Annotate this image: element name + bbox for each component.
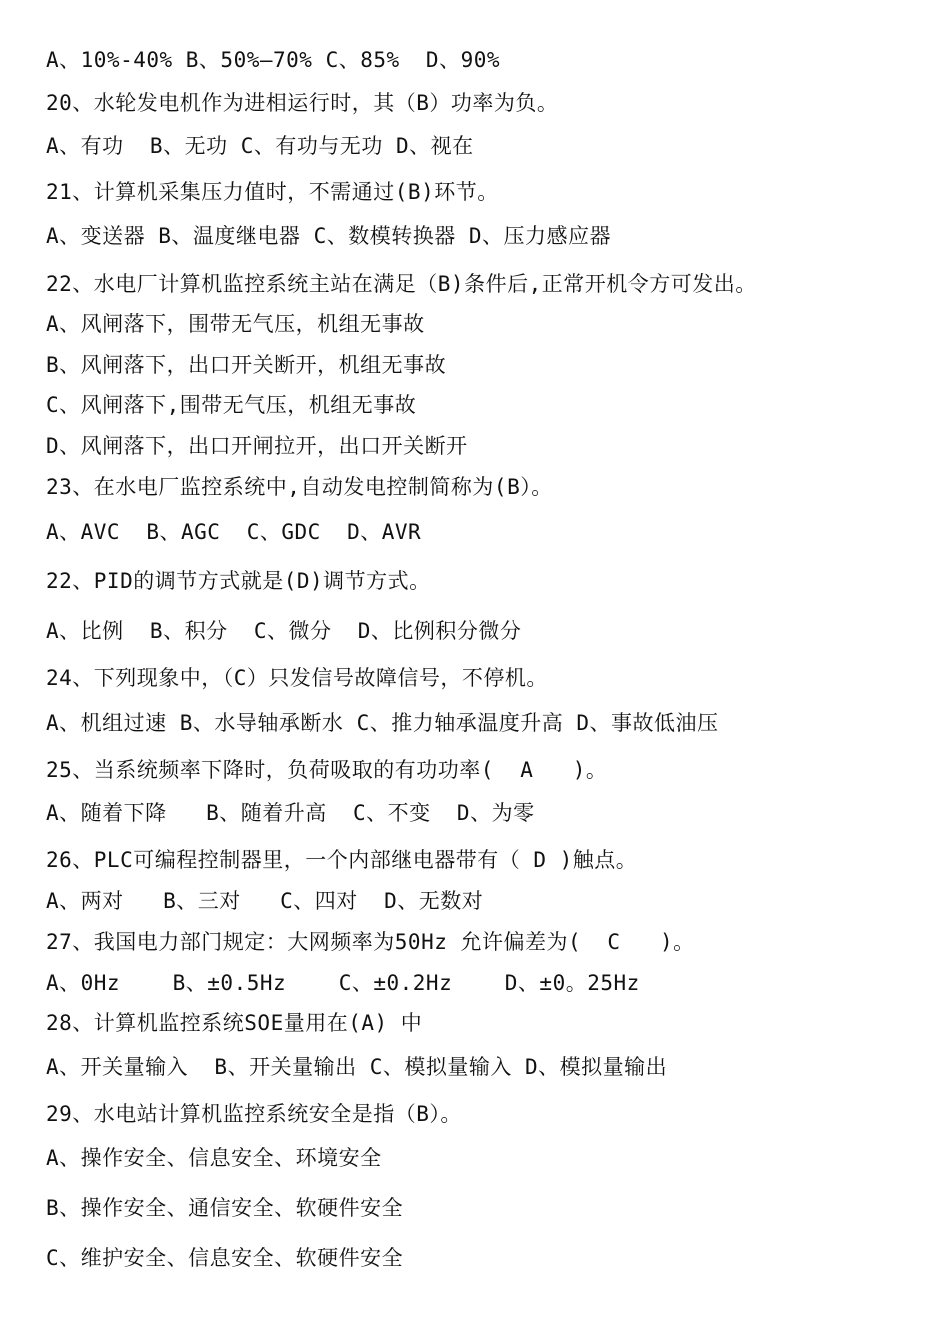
option-29-c: C、维护安全、信息安全、软硬件安全 — [46, 1246, 404, 1270]
option-29-a: A、操作安全、信息安全、环境安全 — [46, 1146, 382, 1170]
option-29-b: B、操作安全、通信安全、软硬件安全 — [46, 1196, 404, 1220]
options-26: A、两对 B、三对 C、四对 D、无数对 — [46, 889, 484, 913]
options-23: A、AVC B、AGC C、GDC D、AVR — [46, 520, 422, 544]
option-22-a: A、风闸落下，围带无气压，机组无事故 — [46, 312, 425, 336]
option-22-d: D、风闸落下，出口开闸拉开，出口开关断开 — [46, 434, 468, 458]
options-22-pid: A、比例 B、积分 C、微分 D、比例积分微分 — [46, 619, 522, 643]
options-21: A、变送器 B、温度继电器 C、数模转换器 D、压力感应器 — [46, 224, 611, 248]
options-25: A、随着下降 B、随着升高 C、不变 D、为零 — [46, 801, 535, 825]
question-25: 25、当系统频率下降时，负荷吸取的有功功率( A )。 — [46, 758, 608, 782]
options-24: A、机组过速 B、水导轴承断水 C、推力轴承温度升高 D、事故低油压 — [46, 711, 719, 735]
question-28: 28、计算机监控系统SOE量用在(A) 中 — [46, 1011, 423, 1035]
options-20: A、有功 B、无功 C、有功与无功 D、视在 — [46, 134, 474, 158]
question-21: 21、计算机采集压力值时，不需通过(B)环节。 — [46, 180, 499, 204]
question-23: 23、在水电厂监控系统中,自动发电控制简称为(B）。 — [46, 475, 553, 499]
question-24: 24、下列现象中，（C）只发信号故障信号，不停机。 — [46, 666, 548, 690]
text-line: A、10%-40% B、50%—70% C、85% D、90% — [46, 48, 501, 72]
options-28: A、开关量输入 B、开关量输出 C、模拟量输入 D、模拟量输出 — [46, 1055, 668, 1079]
options-27: A、0Hz B、±0.5Hz C、±0.2Hz D、±0。25Hz — [46, 971, 640, 995]
question-27: 27、我国电力部门规定：大网频率为50Hz 允许偏差为( C )。 — [46, 930, 695, 954]
question-29: 29、水电站计算机监控系统安全是指（B）。 — [46, 1102, 462, 1126]
question-26: 26、PLC可编程控制器里，一个内部继电器带有（ D )触点。 — [46, 848, 638, 872]
option-22-b: B、风闸落下，出口开关断开，机组无事故 — [46, 353, 447, 377]
question-22-pid: 22、PID的调节方式就是(D)调节方式。 — [46, 569, 431, 593]
question-22: 22、水电厂计算机监控系统主站在满足（B)条件后,正常开机令方可发出。 — [46, 272, 757, 296]
option-22-c: C、风闸落下,围带无气压，机组无事故 — [46, 393, 417, 417]
question-20: 20、水轮发电机作为进相运行时，其（B）功率为负。 — [46, 91, 559, 115]
